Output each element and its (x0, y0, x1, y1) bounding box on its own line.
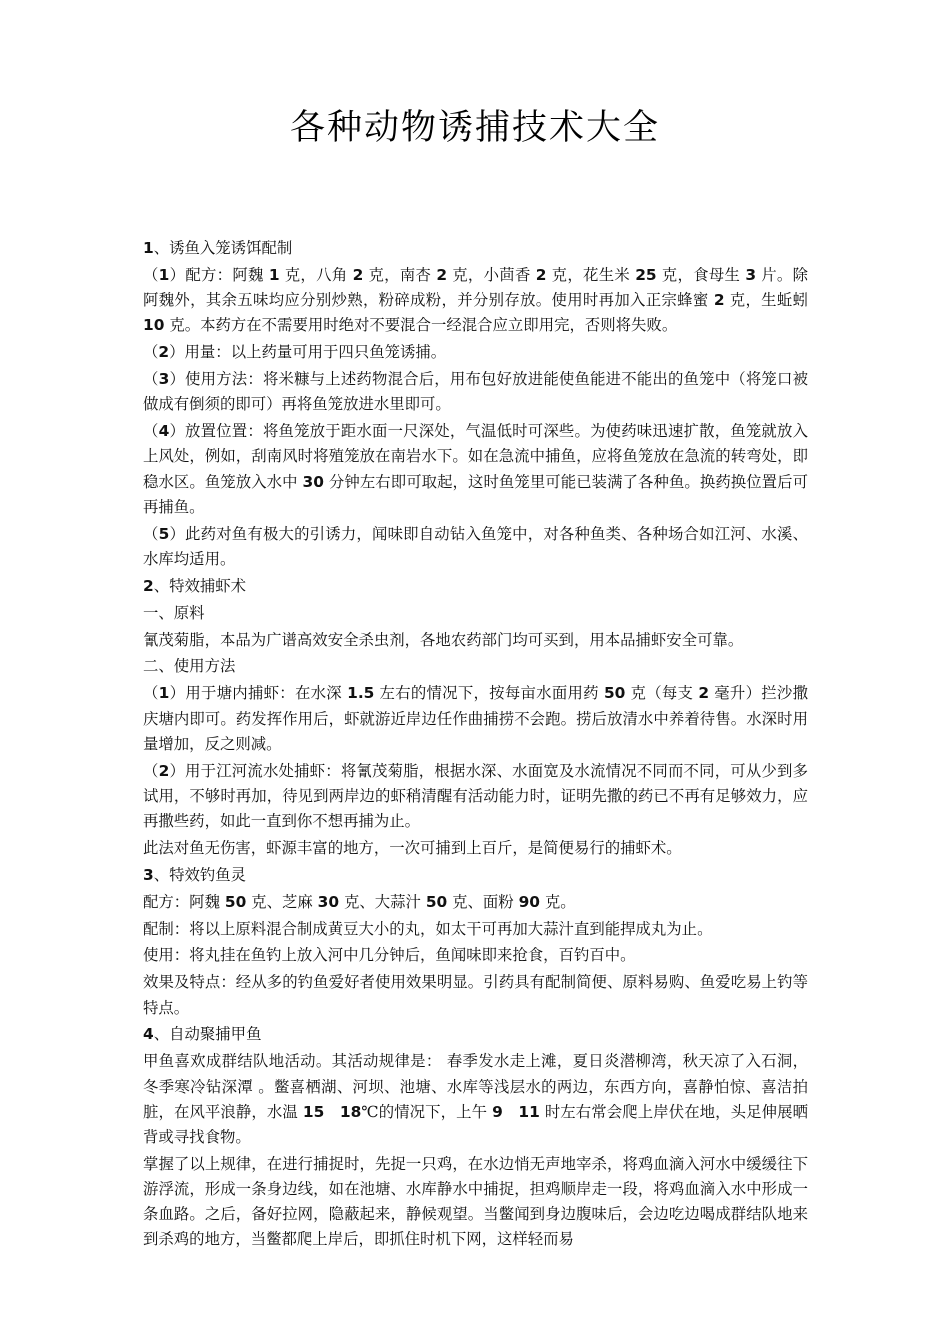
text-run: 克。 (540, 892, 576, 911)
text-run: ）用量：以上药量可用于四只鱼笼诱捕。 (169, 343, 447, 362)
text-run: 配制：将以上原料混合制成黄豆大小的丸，如太干可再加大蒜汁直到能捍成丸为止。 (143, 919, 713, 938)
section-heading (143, 236, 808, 261)
text-run (324, 1103, 340, 1121)
bold-number: 1 (268, 265, 280, 284)
paragraph (143, 681, 808, 757)
text-run: 时左右常会爬上岸伏在地，头足伸展晒背或寻找食物。 (143, 1102, 808, 1146)
paragraph (143, 759, 808, 835)
text-run: ）配方：阿魏 (169, 265, 269, 284)
paragraph (143, 890, 808, 915)
text-run: 片。除阿魏外，其余五味均应分别炒熟，粉碎成粉，并分别存放。使用时再加入正宗蜂蜜 (143, 265, 808, 310)
text-run: 、特效钓鱼灵 (153, 865, 247, 884)
paragraph (143, 654, 808, 679)
text-run: 克（每支 (625, 684, 699, 703)
bold-number: 4 (158, 422, 170, 441)
text-run: （ (143, 761, 159, 780)
text-run: 克，花生米 (546, 265, 636, 284)
bold-number: 2 (143, 576, 154, 595)
text-run: 氰茂菊脂，本品为广谱高效安全杀虫剂，各地农药部门均可买到，用本品捕虾安全可靠。 (143, 630, 744, 649)
text-run: 、诱鱼入笼诱饵配制 (153, 239, 293, 257)
text-run: 分钟左右即可取起，这时鱼笼里可能已装满了各种鱼。换药换位置后可再捕鱼。 (143, 472, 808, 516)
text-run: 一、原料 (143, 603, 205, 622)
paragraph (143, 917, 808, 942)
bold-number: 3 (143, 865, 154, 884)
document-title: 各种动物诱捕技术大全 (289, 108, 660, 148)
bold-number: 18 (339, 1102, 362, 1121)
paragraph (143, 943, 808, 968)
paragraph (143, 367, 808, 417)
text-run: 克、大蒜汁 (339, 892, 426, 911)
bold-number: 1 (143, 239, 154, 257)
paragraph (143, 1152, 808, 1253)
bold-number: 1 (158, 265, 170, 284)
bold-number: 30 (302, 472, 324, 491)
paragraph (143, 628, 808, 653)
bold-number: 1.5 (347, 684, 375, 703)
bold-number: 90 (518, 892, 541, 911)
bold-number: 25 (635, 265, 657, 284)
text-run: ）放置位置：将鱼笼放于距水面一尺深处，气温低时可深些。为使药味迅速扩散，鱼笼就放入上风处，例如，刮南风时将殖笼放在南岩水下。如在急流中捕鱼，应将鱼笼放在急流的转弯处，即稳水区。鱼笼放入水中 (143, 422, 808, 491)
text-run: ）用于塘内捕虾：在水深 (169, 684, 348, 703)
paragraph (143, 419, 808, 520)
text-run: （ (143, 422, 159, 441)
text-run: 克，食母生 (656, 265, 746, 284)
text-run: 甲鱼喜欢成群结队地活动。其活动规律是： 春季发水走上滩，夏日炎潜柳湾，秋天凉了入石洞，冬季寒冷钻深潭 。鳖喜栖湖、河坝、池塘、水库等浅层水的两边，东西方向，喜静怕惊、喜洁拍脏，在风平浪静，水温 (143, 1052, 808, 1121)
text-run: ）此药对鱼有极大的引诱力，闻味即自动钻入鱼笼中，对各种鱼类、各种场合如江河、水溪、水库均适用。 (143, 524, 808, 568)
text-run: 效果及特点：经从多的钓鱼爱好者使用效果明显。引药具有配制简便、原料易购、鱼爱吃易上钓等特点。 (143, 973, 808, 1017)
paragraph (143, 340, 808, 365)
paragraph (143, 522, 808, 572)
text-run: （ (143, 684, 159, 703)
section-heading (143, 863, 808, 888)
paragraph (143, 1049, 808, 1150)
text-run: 配方：阿魏 (143, 892, 225, 911)
text-run: 克，生蚯蚓 (724, 291, 808, 310)
text-run: 左右的情况下，按每亩水面用药 (374, 684, 604, 703)
bold-number: 30 (317, 892, 340, 911)
bold-number: 3 (745, 265, 757, 284)
bold-number: 5 (158, 524, 170, 543)
text-run: 二、使用方法 (143, 657, 236, 676)
text-run: ）用于江河流水处捕虾：将氰茂菊脂，根据水深、水面宽及水流情况不同而不同，可从少到多试用，不够时再加，待见到两岸边的虾稍清醒有活动能力时，证明先撒的药已不再有足够效力，应再撒些药，如此一直到你不想再捕为止。 (143, 761, 808, 831)
text-run: 掌握了以上规律，在进行捕捉时，先捉一只鸡，在水边悄无声地宰杀，将鸡血滴入河水中缓缓往下游浮流，形成一条身边线，如在池塘、水库静水中捕捉，担鸡顺岸走一段，将鸡血滴入水中形成一条血路。之后，备好拉网，隐蔽起来，静候观望。当鳖闻到身边腹味后，会边吃边喝成群结队地来到杀鸡的地方，当鳖都爬上岸后，即抓住时机下网，这样轻而易 (143, 1154, 808, 1249)
text-run: 、自动聚捕甲鱼 (153, 1025, 262, 1044)
text-run: （ (143, 265, 159, 284)
paragraph (143, 601, 808, 626)
bold-number: 15 (302, 1102, 325, 1121)
bold-number: 2 (698, 684, 710, 703)
paragraph (143, 836, 808, 861)
bold-number: 2 (713, 291, 725, 310)
bold-number: 10 (143, 316, 165, 335)
bold-number: 11 (518, 1102, 540, 1121)
text-run: 克，八角 (279, 265, 353, 284)
bold-number: 3 (158, 370, 170, 389)
text-run: （ (143, 370, 159, 389)
bold-number: 50 (425, 892, 448, 911)
bold-number: 50 (224, 892, 247, 911)
section-heading (143, 1022, 808, 1047)
text-run: 克。本药方在不需要用时绝对不要混合一经混合应立即用完，否则将失败。 (164, 316, 678, 335)
text-run: （ (143, 524, 159, 543)
bold-number: 2 (158, 343, 170, 362)
text-run: 、特效捕虾术 (153, 576, 247, 595)
section-heading (143, 574, 808, 599)
bold-number: 9 (492, 1102, 503, 1121)
bold-number: 2 (352, 265, 364, 284)
document-body (143, 236, 808, 1254)
bold-number: 2 (436, 265, 448, 284)
bold-number: 2 (535, 265, 547, 284)
paragraph (143, 263, 808, 339)
text-run (503, 1103, 519, 1121)
text-run: ）使用方法：将米糠与上述药物混合后，用布包好放进能使鱼能进不能出的鱼笼中（将笼口被做成有倒须的即可）再将鱼笼放进水里即可。 (143, 370, 808, 414)
text-run: 克，小茴香 (447, 265, 536, 284)
bold-number: 50 (603, 684, 626, 703)
text-run: 克，南杏 (363, 265, 437, 284)
paragraph (143, 970, 808, 1020)
bold-number: 4 (143, 1025, 154, 1044)
text-run: 克、面粉 (447, 892, 519, 911)
text-run: 使用：将丸挂在鱼钓上放入河中几分钟后，鱼闻味即来抢食，百钓百中。 (143, 946, 636, 965)
text-run: （ (143, 343, 159, 362)
text-run: 克、芝麻 (246, 892, 318, 911)
text-run: 此法对鱼无伤害，虾源丰富的地方，一次可捕到上百斤，是简便易行的捕虾术。 (143, 838, 682, 857)
text-run: ℃的情况下，上午 (361, 1102, 493, 1121)
bold-number: 2 (158, 761, 170, 780)
bold-number: 1 (158, 684, 170, 703)
text-run: 毫升）拦沙撒庆塘内即可。药发挥作用后，虾就游近岸边任作曲捕捞不会跑。捞后放清水中养着待售。水深时用量增加，反之则减。 (143, 684, 808, 753)
